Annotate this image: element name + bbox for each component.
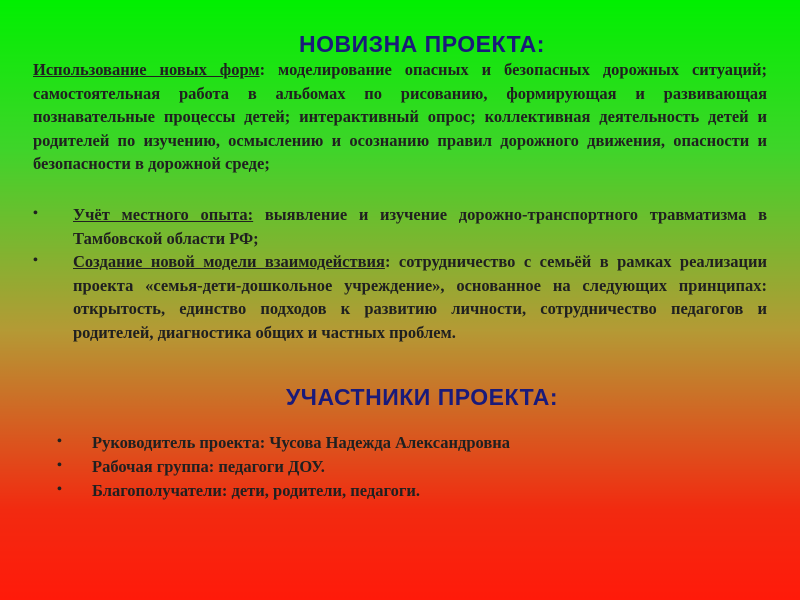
bullet-icon: •	[33, 253, 38, 268]
bullet-icon: •	[57, 434, 62, 449]
participant-item: Благополучатели: дети, родители, педагоги.	[92, 481, 420, 500]
novelty-bullet-label: Учёт местного опыта:	[73, 205, 254, 224]
novelty-intro	[33, 58, 767, 176]
bullet-icon: •	[57, 458, 62, 473]
novelty-bullet-text: : сотрудничество с семьёй в рамках реализации проекта «семья-дети-дошкольное учреждение», основанное на следующих принципах: открытость, единство подходов к развитию личности, сотрудничество педагогов и родителей, диагностика общих и частных проблем.	[73, 252, 767, 342]
novelty-bullet-text: выявление и изучение дорожно-транспортного травматизма в Тамбовской области РФ;	[73, 205, 767, 248]
participants-title: УЧАСТНИКИ ПРОЕКТА:	[286, 384, 558, 410]
novelty-title: НОВИЗНА ПРОЕКТА:	[299, 31, 545, 57]
bullet-icon: •	[33, 206, 38, 221]
participant-item: Руководитель проекта: Чусова Надежда Александровна	[92, 433, 511, 452]
novelty-bullet-label: Создание новой модели взаимодействия	[73, 252, 385, 271]
novelty-intro-label: Использование новых форм	[33, 60, 260, 79]
participant-item: Рабочая группа: педагоги ДОУ.	[92, 457, 325, 476]
bullet-icon: •	[57, 482, 62, 497]
novelty-intro-text: : моделирование опасных и безопасных дорожных ситуаций; самостоятельная работа в альбомах по рисованию, формирующая и развивающая познавательные процессы детей; интерактивный опрос; коллективная деятельность детей и родителей по изучению, осмыслению и осознанию правил дорожного движения, опасности и безопасности в дорожной среде;	[33, 60, 767, 173]
novelty-bullet-interaction-model	[73, 250, 767, 344]
novelty-bullet-local-experience	[73, 203, 767, 250]
